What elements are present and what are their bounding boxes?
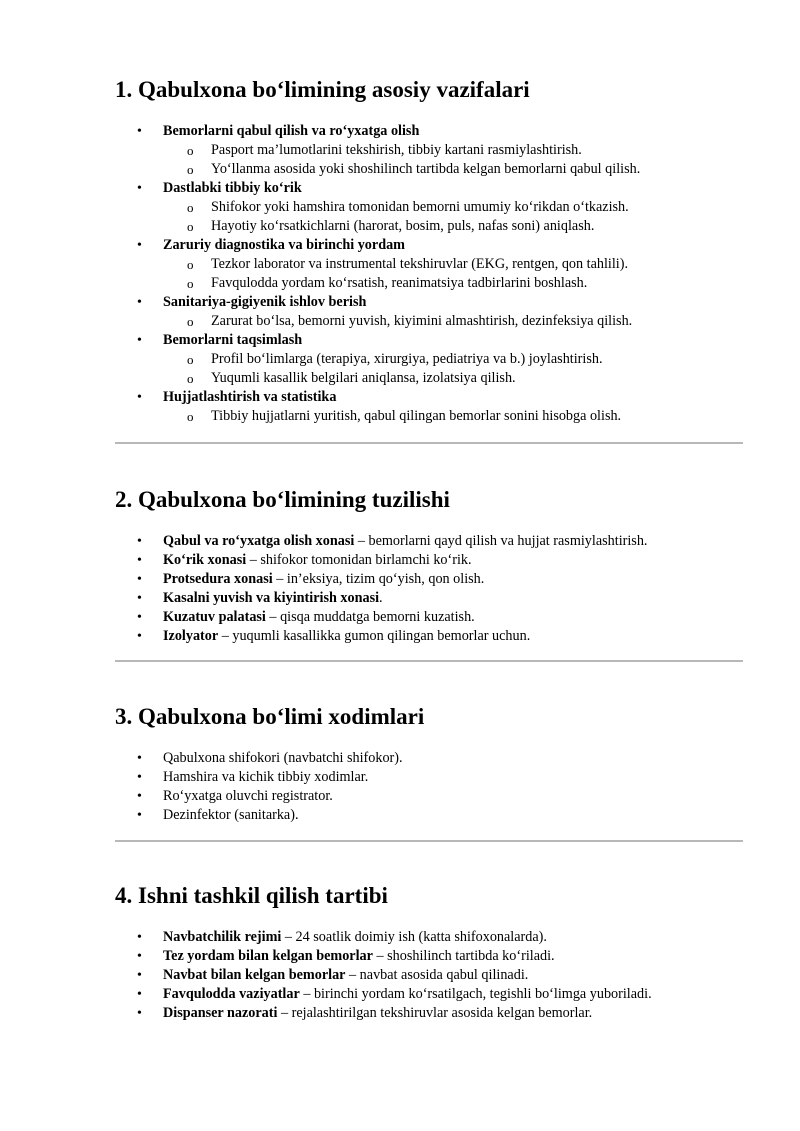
sub-list [163, 407, 640, 426]
list-item [115, 293, 640, 331]
item-text: Hamshira va kichik tibbiy xodimlar. [163, 769, 369, 785]
item-description: – navbat asosida qabul qilinadi. [345, 967, 529, 983]
circle-bullet-icon: o [187, 314, 194, 329]
list-item [115, 589, 647, 608]
item-heading: Bemorlarni taqsimlash [163, 332, 303, 348]
bullet-icon: • [137, 572, 142, 587]
item-description: . [379, 590, 383, 606]
bullet-icon: • [137, 789, 142, 804]
organization-list [115, 928, 652, 1023]
item-description: – yuqumli kasallikka gumon qilingan bemorlar uchun. [218, 628, 531, 644]
item-heading: Dastlabki tibbiy ko‘rik [163, 180, 302, 196]
sub-list [163, 198, 640, 236]
sub-list-item [163, 160, 640, 179]
bullet-icon: • [137, 390, 142, 405]
section-title: 3. Qabulxona bo‘limi xodimlari [115, 704, 425, 729]
sub-list [163, 141, 640, 179]
list-item [115, 966, 652, 985]
item-term: Kuzatuv palatasi [163, 609, 266, 625]
item-text: Qabulxona shifokori (navbatchi shifokor). [163, 750, 403, 766]
sub-item-text: Zarurat bo‘lsa, bemorni yuvish, kiyimini almashtirish, dezinfeksiya qilish. [211, 313, 633, 329]
section-divider [115, 660, 743, 662]
item-term: Kasalni yuvish va kiyintirish xonasi [163, 590, 380, 606]
item-description: – rejalashtirilgan tekshiruvlar asosida kelgan bemorlar. [277, 1005, 593, 1021]
bullet-icon: • [137, 238, 142, 253]
sub-list-item [163, 274, 640, 293]
sub-item-text: Yuqumli kasallik belgilari aniqlansa, izolatsiya qilish. [211, 370, 516, 386]
sub-item-text: Shifokor yoki hamshira tomonidan bemorni umumiy ko‘rikdan o‘tkazish. [211, 199, 629, 215]
bullet-icon: • [137, 751, 142, 766]
section-title: 2. Qabulxona bo‘limining tuzilishi [115, 487, 450, 512]
list-item [115, 532, 647, 551]
list-item [115, 179, 640, 236]
list-item [115, 236, 640, 293]
bullet-icon: • [137, 987, 142, 1002]
list-item [115, 122, 640, 179]
item-term: Tez yordam bilan kelgan bemorlar [163, 948, 373, 964]
circle-bullet-icon: o [187, 143, 194, 158]
bullet-icon: • [137, 629, 142, 644]
sub-list-item [163, 255, 640, 274]
list-item [115, 806, 424, 825]
sub-list-item [163, 217, 640, 236]
bullet-icon: • [137, 534, 142, 549]
sub-list-item [163, 141, 640, 160]
list-item [115, 947, 652, 966]
circle-bullet-icon: o [187, 409, 194, 424]
sub-list-item [163, 350, 640, 369]
item-description: – qisqa muddatga bemorni kuzatish. [265, 609, 475, 625]
bullet-icon: • [137, 949, 142, 964]
sub-list [163, 350, 640, 388]
item-term: Izolyator [163, 628, 219, 644]
item-description: – shifokor tomonidan birlamchi ko‘rik. [246, 552, 472, 568]
list-item [115, 787, 424, 806]
bullet-icon: • [137, 808, 142, 823]
sub-item-text: Pasport ma’lumotlarini tekshirish, tibbiy kartani rasmiylashtirish. [211, 142, 582, 158]
section-title: 1. Qabulxona bo‘limining asosiy vazifalari [115, 77, 530, 102]
bullet-icon: • [137, 295, 142, 310]
circle-bullet-icon: o [187, 352, 194, 367]
item-text: Dezinfektor (sanitarka). [163, 807, 299, 823]
sub-item-text: Hayotiy ko‘rsatkichlarni (harorat, bosim, puls, nafas soni) aniqlash. [211, 218, 595, 234]
sub-list-item [163, 312, 640, 331]
list-item [115, 768, 424, 787]
sub-list-item [163, 407, 640, 426]
item-description: – 24 soatlik doimiy ish (katta shifoxonalarda). [281, 929, 547, 945]
bullet-icon: • [137, 124, 142, 139]
list-item [115, 1004, 652, 1023]
item-heading: Zaruriy diagnostika va birinchi yordam [163, 237, 406, 253]
item-text: Ro‘yxatga oluvchi registrator. [163, 788, 333, 804]
item-term: Navbat bilan kelgan bemorlar [163, 967, 346, 983]
item-description: – shoshilinch tartibda ko‘riladi. [372, 948, 555, 964]
sub-item-text: Tibbiy hujjatlarni yuritish, qabul qilingan bemorlar sonini hisobga olish. [211, 408, 622, 424]
bullet-icon: • [137, 181, 142, 196]
item-term: Dispanser nazorati [163, 1005, 278, 1021]
bullet-icon: • [137, 591, 142, 606]
item-term: Favqulodda vaziyatlar [163, 986, 300, 1002]
list-item [115, 570, 647, 589]
bullet-icon: • [137, 610, 142, 625]
sub-list [163, 255, 640, 293]
structure-list [115, 532, 647, 646]
list-item [115, 627, 647, 646]
sub-list [163, 312, 640, 331]
circle-bullet-icon: o [187, 200, 194, 215]
sub-list-item [163, 369, 640, 388]
item-heading: Hujjatlashtirish va statistika [163, 389, 337, 405]
item-term: Ko‘rik xonasi [163, 552, 247, 568]
bullet-icon: • [137, 553, 142, 568]
item-heading: Sanitariya-gigiyenik ishlov berish [163, 294, 367, 310]
item-description: – in’eksiya, tizim qo‘yish, qon olish. [272, 571, 485, 587]
list-item [115, 985, 652, 1004]
circle-bullet-icon: o [187, 371, 194, 386]
section-staff [115, 703, 424, 825]
bullet-icon: • [137, 1006, 142, 1021]
list-item [115, 551, 647, 570]
section-structure [115, 486, 647, 646]
sub-item-text: Favqulodda yordam ko‘rsatish, reanimatsiya tadbirlarini boshlash. [211, 275, 588, 291]
list-item [115, 388, 640, 426]
circle-bullet-icon: o [187, 276, 194, 291]
list-item [115, 331, 640, 388]
list-item [115, 928, 652, 947]
bullet-icon: • [137, 968, 142, 983]
item-heading: Bemorlarni qabul qilish va ro‘yxatga olish [163, 123, 420, 139]
item-term: Navbatchilik rejimi [163, 929, 282, 945]
bullet-icon: • [137, 770, 142, 785]
item-description: – birinchi yordam ko‘rsatilgach, tegishli bo‘limga yuboriladi. [299, 986, 652, 1002]
item-description: – bemorlarni qayd qilish va hujjat rasmiylashtirish. [354, 533, 648, 549]
circle-bullet-icon: o [187, 162, 194, 177]
item-term: Qabul va ro‘yxatga olish xonasi [163, 533, 355, 549]
list-item [115, 608, 647, 627]
sub-list-item [163, 198, 640, 217]
section-work-organization [115, 882, 652, 1023]
task-list [115, 122, 640, 426]
circle-bullet-icon: o [187, 257, 194, 272]
section-divider [115, 840, 743, 842]
staff-list [115, 749, 424, 825]
bullet-icon: • [137, 333, 142, 348]
sub-item-text: Yo‘llanma asosida yoki shoshilinch tartibda kelgan bemorlarni qabul qilish. [211, 161, 641, 177]
section-divider [115, 442, 743, 444]
item-term: Protsedura xonasi [163, 571, 273, 587]
section-title: 4. Ishni tashkil qilish tartibi [115, 883, 388, 908]
section-main-tasks [115, 76, 640, 426]
list-item [115, 749, 424, 768]
sub-item-text: Tezkor laborator va instrumental tekshiruvlar (EKG, rentgen, qon tahlili). [211, 256, 629, 272]
sub-item-text: Profil bo‘limlarga (terapiya, xirurgiya, pediatriya va b.) joylashtirish. [211, 351, 603, 367]
bullet-icon: • [137, 930, 142, 945]
circle-bullet-icon: o [187, 219, 194, 234]
